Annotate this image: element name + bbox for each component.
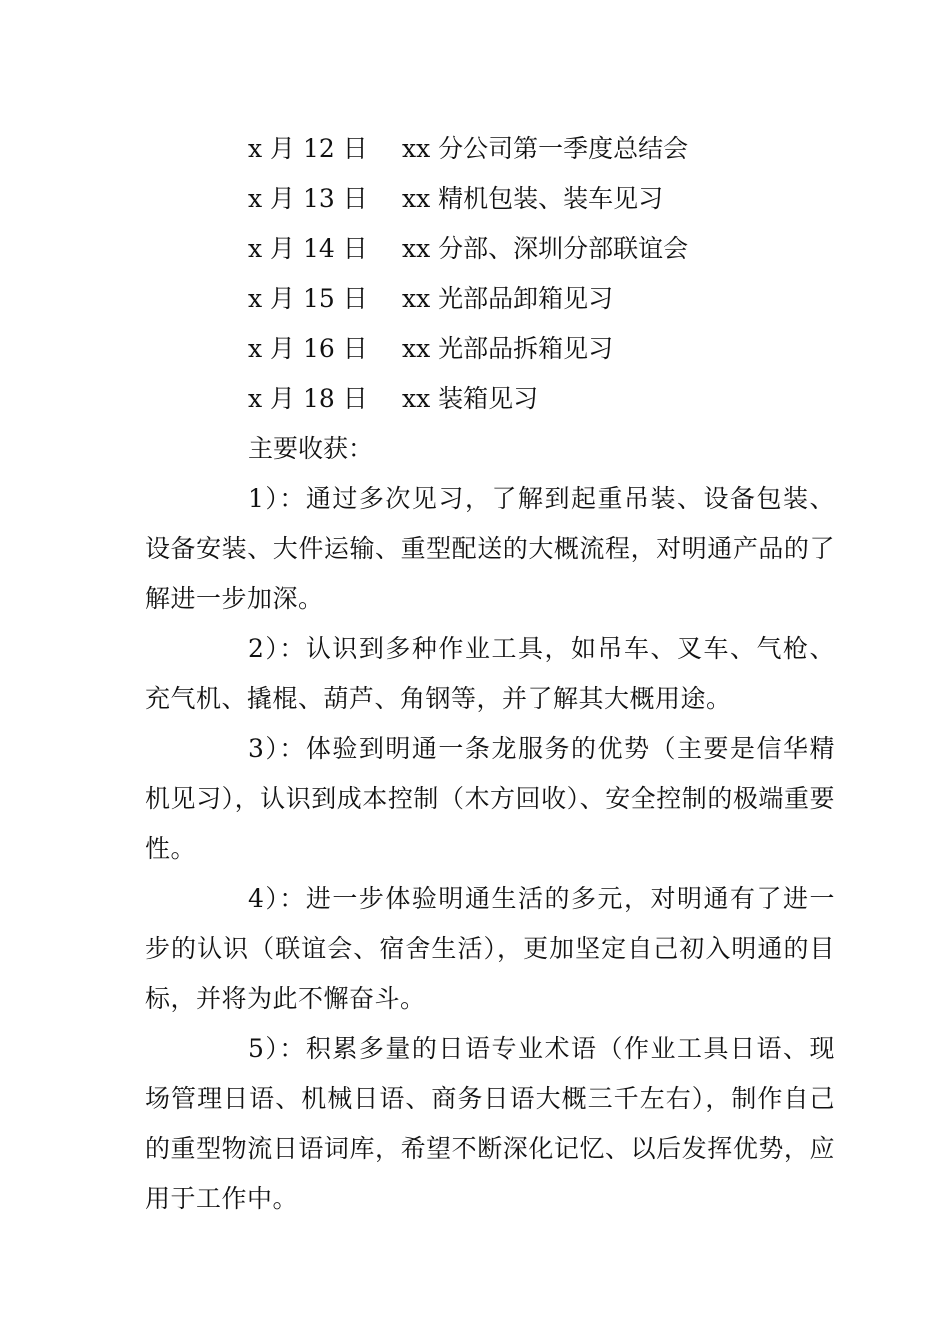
schedule-date: x 月 12 日 — [248, 134, 368, 163]
harvest-item: 4）：进一步体验明通生活的多元，对明通有了进一步的认识（联谊会、宿舍生活），更加坚定自己初入明通的目标，并将为此不懈奋斗。 — [145, 884, 835, 1013]
schedule-row — [248, 374, 808, 424]
schedule-event: xx 光部品卸箱见习 — [402, 284, 614, 313]
schedule-row — [248, 224, 808, 274]
schedule-event: xx 装箱见习 — [402, 384, 539, 413]
schedule-event: xx 分部、深圳分部联谊会 — [402, 234, 689, 263]
schedule-event: xx 精机包装、装车见习 — [402, 184, 664, 213]
section-heading: 主要收获： — [248, 434, 374, 463]
schedule-date: x 月 13 日 — [248, 184, 368, 213]
harvest-item: 1）：通过多次见习，了解到起重吊装、设备包装、设备安装、大件运输、重型配送的大概流程，对明通产品的了解进一步加深。 — [145, 484, 835, 613]
schedule-list — [248, 124, 808, 424]
schedule-row — [248, 124, 808, 174]
harvest-item: 5）：积累多量的日语专业术语（作业工具日语、现场管理日语、机械日语、商务日语大概三千左右），制作自己的重型物流日语词库，希望不断深化记忆、以后发挥优势，应用于工作中。 — [145, 1034, 835, 1213]
schedule-date: x 月 15 日 — [248, 284, 368, 313]
schedule-row — [248, 174, 808, 224]
schedule-date: x 月 16 日 — [248, 334, 368, 363]
schedule-date: x 月 18 日 — [248, 384, 368, 413]
schedule-date: x 月 14 日 — [248, 234, 368, 263]
schedule-row — [248, 324, 808, 374]
harvest-list — [145, 474, 835, 1224]
schedule-event: xx 光部品拆箱见习 — [402, 334, 614, 363]
harvest-item: 3）：体验到明通一条龙服务的优势（主要是信华精机见习），认识到成本控制（木方回收）、安全控制的极端重要性。 — [145, 734, 835, 863]
harvest-item: 2）：认识到多种作业工具，如吊车、叉车、气枪、充气机、撬棍、葫芦、角钢等，并了解其大概用途。 — [145, 634, 835, 713]
schedule-event: xx 分公司第一季度总结会 — [402, 134, 689, 163]
schedule-row — [248, 274, 808, 324]
